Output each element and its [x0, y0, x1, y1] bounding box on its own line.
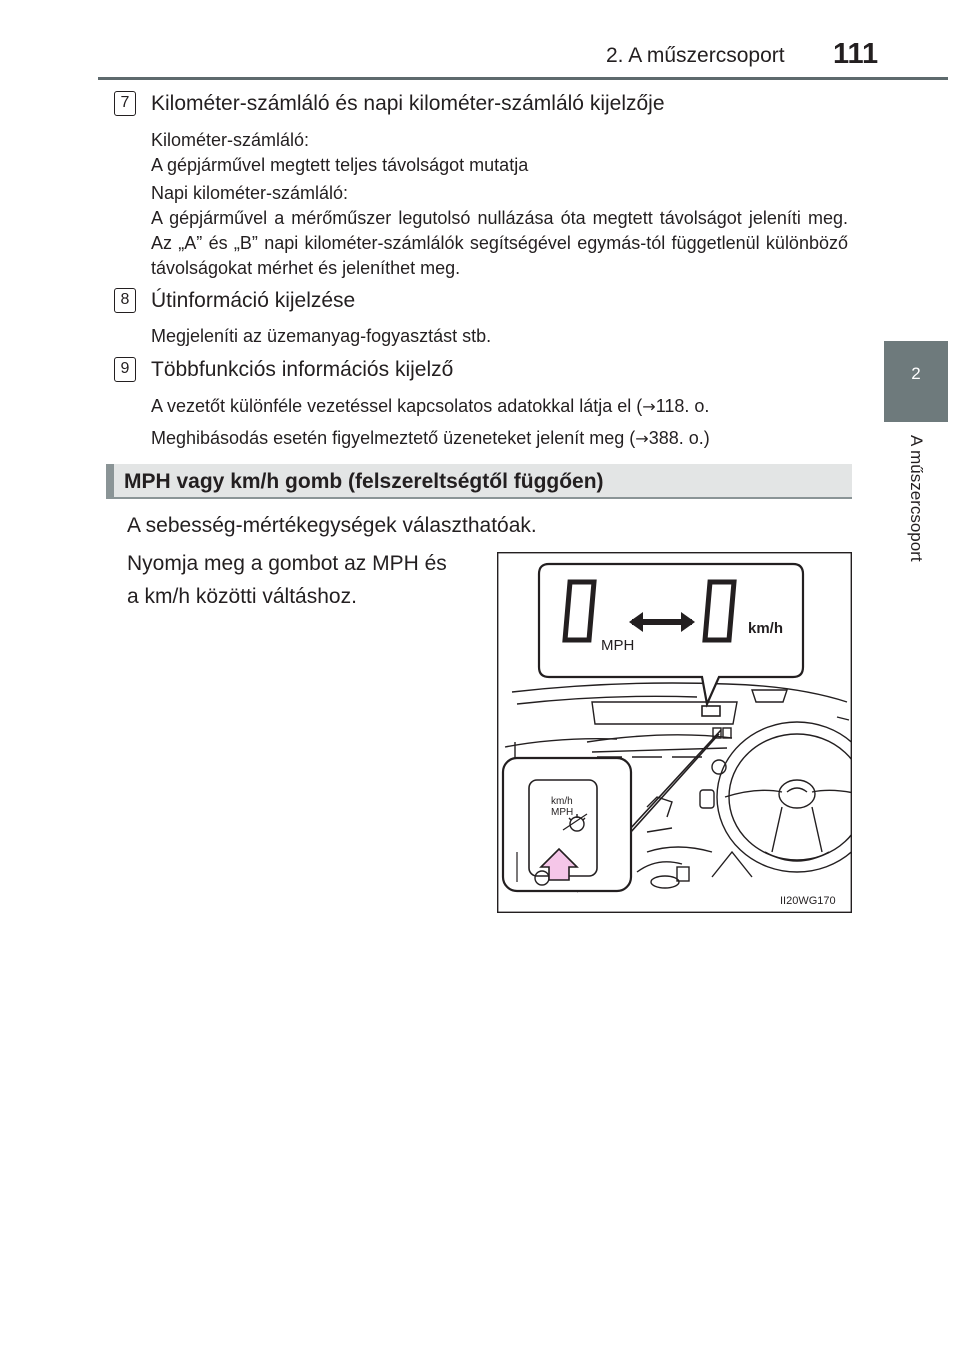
reference-arrow-icon: → [635, 429, 649, 448]
chapter-tab-title: A műszercsoport [907, 435, 926, 562]
display-left-unit: MPH [601, 637, 635, 654]
section-banner-accent [106, 464, 114, 499]
item-paragraph [151, 128, 851, 178]
section-text: Nyomja meg a gombot az MPH és a km/h közötti váltáshoz. [127, 552, 447, 608]
header-rule [98, 77, 948, 80]
button-label-bottom: MPH [551, 807, 574, 818]
page-reference-link[interactable]: 388. o.) [648, 428, 710, 448]
mph-kmh-button-illustration [497, 552, 852, 913]
page-reference-link[interactable]: 118. o. [655, 396, 710, 416]
paragraph-text: A gépjárművel a mérőműszer legutolsó nullázása óta megtett távolságot jeleníti meg. Az „A” és „B” napi kilométer-számlálók segítségével egymás-tól függetlenül különböző távolságokat mérhet és jeleníthet meg. [151, 208, 848, 278]
paragraph-label: Kilométer-számláló: [151, 130, 310, 150]
item-title: Kilométer-számláló és napi kilométer-számláló kijelzője [151, 92, 665, 115]
page-number: 111 [833, 38, 879, 70]
running-header-section: 2. A műszercsoport [606, 44, 785, 67]
item-text: Megjeleníti az üzemanyag-fogyasztást stb. [151, 326, 492, 346]
figure-code: II20WG170 [780, 895, 836, 907]
section-text: A sebesség-mértékegységek választhatóak. [127, 514, 537, 537]
item-number-badge: 8 [114, 288, 136, 313]
reference-arrow-icon: → [642, 397, 656, 416]
item-title: Útinformáció kijelzése [151, 289, 356, 312]
display-right-unit: km/h [748, 620, 784, 637]
item-text: Meghibásodás esetén figyelmeztető üzeneteket jelenít meg (→388. o.) [151, 428, 710, 448]
paragraph-label: Napi kilométer-számláló: [151, 183, 349, 203]
item-number-badge: 7 [114, 91, 136, 116]
button-label-top: km/h [551, 796, 573, 807]
paragraph-text: A gépjárművel megtett teljes távolságot mutatja [151, 155, 529, 175]
item-text: A vezetőt különféle vezetéssel kapcsolatos adatokkal látja el (→118. o. [151, 396, 710, 416]
section-title: MPH vagy km/h gomb (felszereltségtől függően) [124, 470, 604, 493]
item-title: Többfunkciós információs kijelző [151, 358, 454, 381]
item-paragraph [151, 181, 848, 281]
chapter-tab-number: 2 [911, 364, 921, 383]
item-number-badge: 9 [114, 357, 136, 382]
